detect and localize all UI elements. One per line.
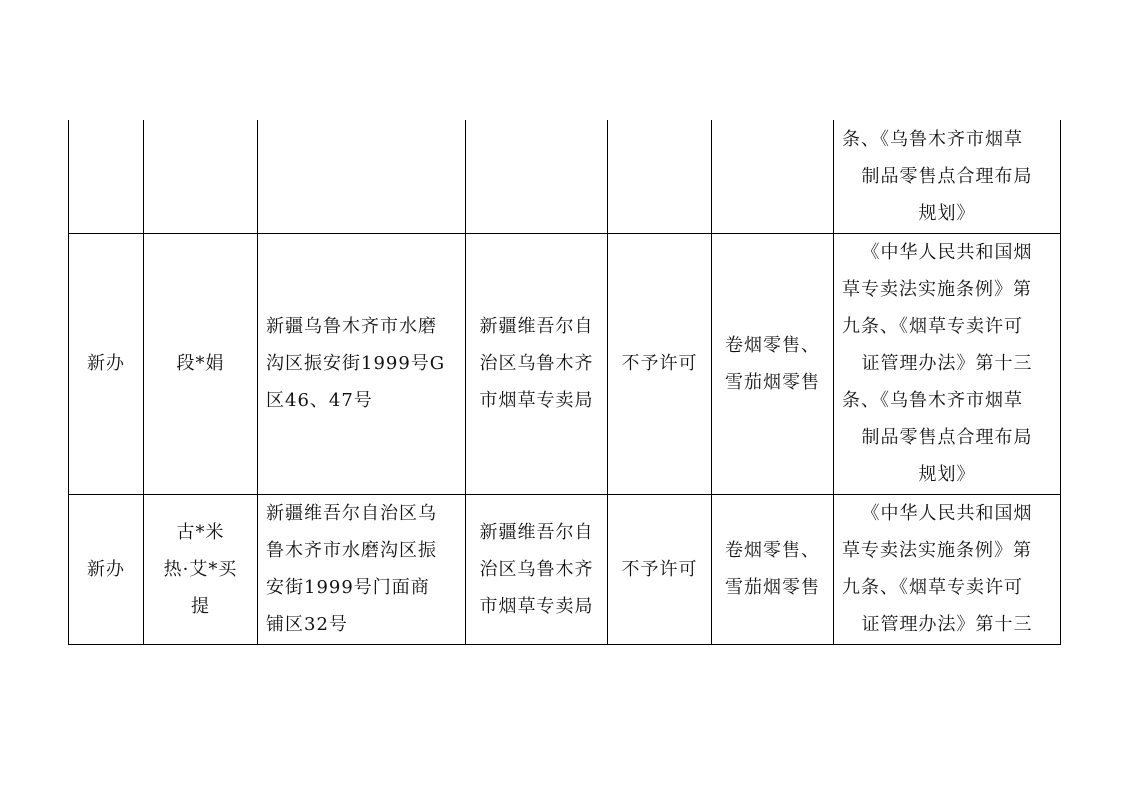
name-line: 古*米 (176, 521, 225, 543)
basis-line: 规划》 (918, 464, 976, 485)
basis-line: 九条、《烟草专卖许可 (842, 316, 1023, 337)
basis-line: 《中华人民共和国烟 (861, 242, 1033, 263)
name-cell (144, 233, 258, 494)
authority-cell (466, 494, 608, 644)
scope-line: 雪茄烟零售 (725, 371, 820, 393)
basis-cell (834, 120, 1061, 233)
type-cell (69, 120, 144, 233)
table-row (69, 233, 1061, 494)
scope-cell (712, 120, 834, 233)
table-row (69, 120, 1061, 233)
basis-line: 制品零售点合理布局 (861, 427, 1033, 448)
authority-line: 新疆维吾尔自 (479, 316, 594, 337)
name-cell (144, 120, 258, 233)
scope-cell (712, 233, 834, 494)
address-line: 沟区振安街1999号G (266, 353, 446, 374)
decision-cell: 不予许可 (608, 494, 712, 644)
address-line: 铺区32号 (266, 614, 348, 635)
authority-line: 新疆维吾尔自 (479, 521, 594, 543)
name-cell (144, 494, 258, 644)
address-line: 新疆维吾尔自治区乌 (266, 503, 437, 524)
license-decision-table (68, 120, 1061, 645)
authority-line: 治区乌鲁木齐 (479, 558, 594, 580)
decision-cell: 不予许可 (608, 233, 712, 494)
decision-cell (608, 120, 712, 233)
authority-cell (466, 120, 608, 233)
address-line: 鲁木齐市水磨沟区振 (266, 540, 437, 561)
basis-line: 条、《乌鲁木齐市烟草 (842, 128, 1023, 150)
address-line: 安街1999号门面商 (266, 577, 430, 598)
basis-line: 制品零售点合理布局 (861, 165, 1033, 187)
basis-cell (834, 494, 1061, 644)
basis-line: 证管理办法》第十三 (861, 614, 1033, 635)
table-row (69, 494, 1061, 644)
name-line: 段*娟 (176, 353, 225, 374)
basis-line: 草专卖法实施条例》第 (842, 279, 1032, 300)
basis-line: 九条、《烟草专卖许可 (842, 577, 1023, 598)
name-line: 热·艾*买 (163, 558, 238, 580)
name-line: 提 (191, 595, 210, 617)
type-cell: 新办 (69, 233, 144, 494)
basis-cell (834, 233, 1061, 494)
basis-line: 草专卖法实施条例》第 (842, 540, 1032, 561)
address-line: 区46、47号 (266, 390, 373, 411)
basis-line: 《中华人民共和国烟 (861, 503, 1033, 524)
address-line: 新疆乌鲁木齐市水磨 (266, 316, 437, 337)
type-cell: 新办 (69, 494, 144, 644)
basis-line: 规划》 (918, 202, 976, 224)
authority-cell (466, 233, 608, 494)
scope-cell (712, 494, 834, 644)
address-cell (258, 233, 466, 494)
authority-line: 市烟草专卖局 (479, 390, 594, 411)
basis-line: 条、《乌鲁木齐市烟草 (842, 390, 1023, 411)
scope-line: 卷烟零售、 (725, 334, 820, 356)
scope-line: 雪茄烟零售 (725, 577, 820, 598)
authority-line: 市烟草专卖局 (479, 595, 594, 617)
address-cell (258, 494, 466, 644)
address-cell (258, 120, 466, 233)
basis-line: 证管理办法》第十三 (861, 353, 1033, 374)
authority-line: 治区乌鲁木齐 (479, 353, 594, 374)
scope-line: 卷烟零售、 (725, 540, 820, 561)
